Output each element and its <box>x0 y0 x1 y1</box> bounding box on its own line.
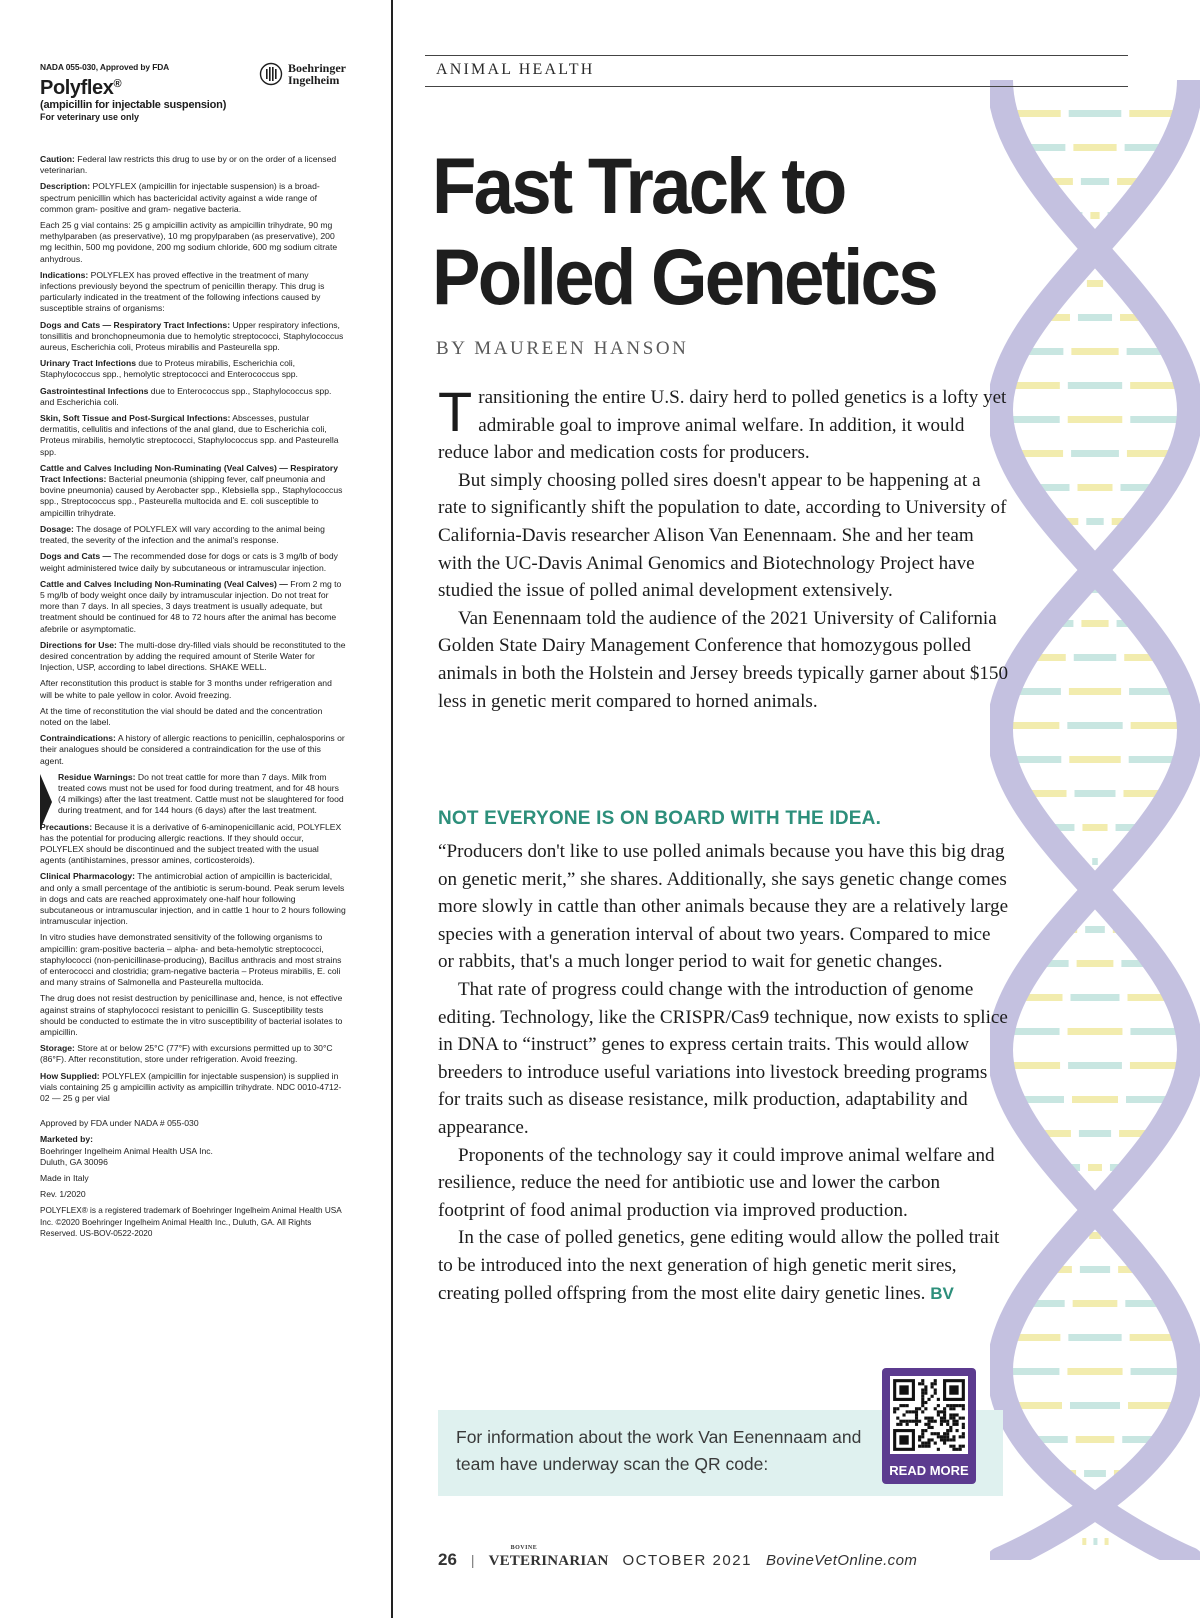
vet-use-note: For veterinary use only <box>40 112 140 123</box>
dna-rung <box>1072 1096 1118 1103</box>
label-section-text: The dosage of POLYFLEX will vary according to the animal being treated, the severity of the infection and the animal's response. <box>40 523 325 546</box>
dna-rung <box>1068 1062 1122 1069</box>
nada-approval: NADA 055-030, Approved by FDA <box>40 62 170 72</box>
label-section-text: From 2 mg to 5 mg/lb of body weight once daily by intramuscular injection. Do not treat for more than 7 days. In all species, 3 days treatment is usually adequate, but treatment should be continued for 48 to 72 hours after the animal has become afebrile or asymptomatic. <box>40 578 342 634</box>
dna-rung <box>1067 1368 1122 1375</box>
revision: Rev. 1/2020 <box>40 1189 86 1200</box>
label-section <box>40 822 346 867</box>
label-section <box>40 154 346 176</box>
label-section-text: POLYFLEX (ampicillin for injectable suspension) is supplied in vials containing 25 g ampicillin activity as ampicillin trihydrate. NDC 0010-4712-02 — 25 g per vial <box>40 1070 342 1104</box>
label-section-text: After reconstitution this product is stable for 3 months under refrigeration and will be white to pale yellow in color. Avoid freezing. <box>40 678 332 700</box>
label-section-head: Precautions: <box>40 821 93 832</box>
label-section <box>40 220 346 265</box>
paragraph-4: “Producers don't like to use polled animals because you have this big drag on genetic merit,” she shares. Additionally, she says genetic change comes more slowly in cattle than other animals because they are a relatively large species with a generation interval of about two years. Compared to mice or rabbits, that's a much longer period to wait for genetic changes. <box>438 841 1009 973</box>
article-body-part-1 <box>438 380 1010 715</box>
residue-head: Residue Warnings: <box>58 771 136 782</box>
dna-rung <box>1086 518 1103 525</box>
dna-rung <box>1084 1470 1106 1477</box>
dna-rung <box>1068 416 1123 423</box>
label-section-head: Cattle and Calves Including Non-Ruminating (Veal Calves) — <box>40 578 288 589</box>
label-section-head: Directions for Use: <box>40 639 117 650</box>
label-section-text: At the time of reconstitution the vial should be dated and the concentration noted on the label. <box>40 705 323 727</box>
label-section-text: due to Enterococcus spp., Staphylococcus spp. and Escherichia coli. <box>40 385 332 407</box>
label-section-text: The recommended dose for dogs or cats is 3 mg/lb of body weight administered twice daily by subcutaneous or intramuscular injection. <box>40 551 338 573</box>
read-more-label: READ MORE <box>889 1463 969 1478</box>
paragraph-6: Proponents of the technology say it could improve animal welfare and resilience, reduce the need for antibiotic use and lower the carbon footprint of food animal production via improved production. <box>438 1144 995 1221</box>
label-section-head: Caution: <box>40 154 75 164</box>
label-section-text: Federal law restricts this drug to use by or on the order of a licensed veterinarian. <box>40 154 337 176</box>
label-footer <box>40 1118 346 1239</box>
dna-rung <box>1071 348 1118 355</box>
label-section <box>40 1043 346 1065</box>
end-mark: BV <box>930 1283 954 1303</box>
dna-rung <box>1082 1538 1086 1545</box>
label-section-head: Contraindications: <box>40 733 116 744</box>
dna-rung <box>1081 620 1108 627</box>
dna-rung <box>1069 110 1122 117</box>
label-section <box>40 386 346 408</box>
paragraph-1-text: ransitioning the entire U.S. dairy herd to polled genetics is a lofty yet admirable goal to improve animal welfare. In addition, it would reduce labor and medication costs for producers. <box>438 387 1007 464</box>
website: BovineVetOnline.com <box>765 1552 918 1569</box>
label-section-text: The multi-dose dry-filled vials should be reconstituted to the desired concentration by adding the required amount of Sterile Water for Injection, USP, according to label directions. SHAKE WELL. <box>40 639 346 673</box>
label-section-text: Upper respiratory infections, tonsillitis and bronchopneumonia due to hemolytic streptococci, Staphylococcus aureus, Escherichia coli, Proteus mirabilis and Pasteurella spp. <box>40 319 344 353</box>
label-section <box>40 270 346 315</box>
dna-rung <box>1077 960 1114 967</box>
dna-rung <box>1085 926 1105 933</box>
dna-rung <box>1068 382 1122 389</box>
dna-rung <box>1068 1028 1123 1035</box>
boehringer-logo <box>259 62 346 86</box>
paragraph-5: That rate of progress could change with the introduction of genome editing. Technology, like the CRISPR/Cas9 technique, now exists to splice in DNA to “instruct” genes to express certain traits. This would allow breeders to introduce useful variations into livestock breeding programs for traits such as disease resistance, milk production, adaptability and appearance. <box>438 978 1008 1138</box>
registered-mark: ® <box>113 78 122 91</box>
column-divider <box>391 0 393 1618</box>
magazine-logo <box>488 1545 609 1570</box>
label-section-text: POLYFLEX (ampicillin for injectable suspension) is a broad-spectrum penicillin which has bactericidal activity against a wide range of common gram- positive and gram- negative bacteria. <box>40 181 320 214</box>
dna-rung <box>1070 1402 1120 1409</box>
boehringer-wordmark <box>288 62 346 86</box>
label-section <box>40 320 346 354</box>
magazine-logo-small: BOVINE <box>510 1545 538 1551</box>
paragraph-3: Van Eenennaam told the audience of the 2021 University of California Golden State Dairy Management Conference that homozygous polled animals in both the Holstein and Jersey breeds typically garner about $150 less in genetic merit compared to horned animals. <box>438 607 1009 712</box>
magazine-logo-name: VETERINARIAN <box>488 1553 609 1569</box>
marketed-head: Marketed by: <box>40 1134 94 1145</box>
label-section <box>40 871 346 927</box>
label-section-text: Store at or below 25°C (77°F) with excursions permitted up to 30°C (86°F). After reconstitution, store under refrigeration. Avoid freezing. <box>40 1043 333 1065</box>
label-section-text: In vitro studies have demonstrated sensitivity of the following organisms to ampicillin: gram-positive bacteria – alpha- and beta-hemolytic streptococci, staphylococci (non-penicillinase-producing), Bacillus anthracis and most strains of enterococci and clostridia; gram-negative bacteria – Proteus mirabilis, E. coli and many strains of Salmonella and Pasteurella multocida. <box>40 932 342 988</box>
dna-rung <box>1069 756 1120 763</box>
label-section-head: Storage: <box>40 1043 75 1054</box>
paragraph-1 <box>438 380 1010 467</box>
label-section <box>40 579 346 635</box>
label-section <box>40 463 346 519</box>
product-subtitle: (ampicillin for injectable suspension) <box>40 99 227 112</box>
trademark-notice: POLYFLEX® is a registered trademark of Boehringer Ingelheim Animal Health USA Inc. ©2020 Boehringer Ingelheim Animal Health Inc., Duluth, GA. All Rights Reserved. US-BOV-0522-2020 <box>40 1206 342 1238</box>
dna-rung <box>1092 858 1098 865</box>
drop-cap: T <box>438 380 473 443</box>
dna-rung <box>1071 994 1120 1001</box>
page-number: 26 <box>438 1550 457 1569</box>
dna-rung <box>1080 1266 1110 1273</box>
dna-rung <box>1076 1436 1115 1443</box>
label-section-text: The drug does not resist destruction by penicillinase and, hence, is not effective against strains of staphylococci resistant to penicillin G. Susceptibility tests should be conducted to estimate the in vitro susceptibility of bacterial isolates to ampicillin. <box>40 993 343 1038</box>
label-section-head: Clinical Pharmacology: <box>40 871 136 882</box>
label-section-text: due to Proteus mirabilis, Escherichia coli, Staphylococcus spp., hemolytic streptococci and Enterococcus spp. <box>40 358 298 380</box>
label-section-text: POLYFLEX has proved effective in the treatment of many infections previously beyond the spectrum of penicillin therapy. This drug is particularly indicated in the treatment of the following infections caused by susceptible strains of organisms: <box>40 269 325 314</box>
fda-approval: Approved by FDA under NADA # 055-030 <box>40 1118 199 1129</box>
dna-rung <box>1067 722 1122 729</box>
label-section <box>40 358 346 380</box>
header-rule-top <box>425 55 1128 56</box>
label-section-head: Dogs and Cats — <box>40 551 112 562</box>
product-name-text: Polyflex <box>40 77 114 100</box>
headline-line-2: Polled Genetics <box>432 232 936 321</box>
dna-rung <box>1075 790 1116 797</box>
footer-separator: | <box>470 1552 475 1568</box>
dna-rung <box>1079 1130 1111 1137</box>
label-section-text: Bacterial pneumonia (shipping fever, calf pneumonia and bovine pneumonia) caused by Aerobacter spp., Klebsiella spp., Staphylococcus spp., Streptococcus spp., Pasteurella multocida and E. coli susceptible to ampicillin trihydrate. <box>40 474 343 518</box>
label-sections-2 <box>40 822 346 1105</box>
label-section-head: Indications: <box>40 269 89 280</box>
dna-rung <box>1069 688 1121 695</box>
marketed-city: Duluth, GA 30096 <box>40 1156 108 1167</box>
label-section <box>40 181 346 215</box>
label-section-head: How Supplied: <box>40 1070 100 1081</box>
qr-code-icon[interactable] <box>890 1376 968 1454</box>
label-section <box>40 932 346 988</box>
label-section-text: Abscesses, pustular dermatitis, cellulitis and infections of the anal gland, due to Escherichia coli, Proteus mirabilis, hemolytic streptococci, Staphylococcus spp. and Pasteurella spp. <box>40 413 339 457</box>
dna-rung <box>1071 450 1119 457</box>
label-section-head: Urinary Tract Infections <box>40 358 136 369</box>
dna-rung <box>1082 824 1107 831</box>
label-sections <box>40 154 346 767</box>
qr-info-text: For information about the work Van Eenennaam and team have underway scan the QR code: <box>456 1427 862 1474</box>
dna-rung <box>1081 178 1109 185</box>
marketed-by <box>40 1134 346 1168</box>
boehringer-mark-icon <box>259 62 283 86</box>
dna-rung <box>1087 280 1103 287</box>
dna-rung <box>1090 212 1099 219</box>
dna-rung <box>1073 144 1116 151</box>
paragraph-7 <box>438 1224 1010 1307</box>
issue-date: OCTOBER 2021 <box>622 1552 752 1569</box>
drug-label-column <box>40 62 346 1244</box>
byline: BY MAUREEN HANSON <box>436 338 689 359</box>
page-footer <box>438 1545 918 1574</box>
label-section-text: The antimicrobial action of ampicillin is bactericidal, and only a small percentage of the antibiotic is serum-bound. Peak serum levels in dogs and cats are reached approximately one-half hour following subcutaneous or intramuscular injection, and in cattle 1 hour to 2 hours following intramuscular injection. <box>40 871 346 927</box>
headline-line-1: Fast Track to <box>432 141 845 230</box>
label-section <box>40 551 346 573</box>
section-label: ANIMAL HEALTH <box>436 61 595 78</box>
label-section <box>40 706 346 728</box>
article-subhead: NOT EVERYONE IS ON BOARD WITH THE IDEA. <box>438 808 882 829</box>
label-section-head: Skin, Soft Tissue and Post-Surgical Infections: <box>40 413 231 424</box>
residue-warning <box>40 772 346 817</box>
logo-line-2: Ingelheim <box>288 73 340 87</box>
label-section <box>40 1071 346 1105</box>
label-section <box>40 413 346 458</box>
dna-helix-illustration <box>990 80 1200 1560</box>
drug-label-header <box>40 62 346 154</box>
qr-read-more-card[interactable] <box>882 1368 976 1484</box>
paragraph-2: But simply choosing polled sires doesn't appear to be happening at a rate to significantly shift the population to date, according to University of California-Davis researcher Alison Van Eenennaam. She and her team with the UC-Davis Animal Genomics and Biotechnology Project have studied the issue of polled animal development extensively. <box>438 469 1007 602</box>
label-section-text: A history of allergic reactions to penicillin, cephalosporins or their analogues should be considered a contraindication for the use of this agent. <box>40 733 345 766</box>
label-section-text: Each 25 g vial contains: 25 g ampicillin activity as ampicillin trihydrate, 90 mg methylparaben (as preservative), 10 mg propylparaben (as preservative), 200 mg lecithin, 500 mg povidone, 200 mg sodium chloride, 600 mg sodium citrate anhydrous. <box>40 220 338 264</box>
label-section-text: Because it is a derivative of 6-aminopenicillanic acid, POLYFLEX has the potential for producing allergic reactions. If they should occur, POLYFLEX should be discontinued and the subject treated with the usual agents (antihistamines, pressor amines, corticosteroids). <box>40 821 342 866</box>
logo-line-1: Boehringer <box>288 61 346 75</box>
paragraph-7-text: In the case of polled genetics, gene editing would allow the polled trait to be introduced into the next generation of high genetic merit sires, creating polled offspring from the most elite dairy genetic lines. <box>438 1227 1000 1304</box>
residue-text: Do not treat cattle for more than 7 days. Milk from treated cows must not be used for food during treatment, and for 48 hours (4 milkings) after the last treatment. Cattle must not be slaughtered for food during treatment, and for 144 hours (6 days) after the last treatment. <box>58 771 344 816</box>
dna-rung <box>1078 314 1112 321</box>
label-section <box>40 640 346 674</box>
header-rule-bottom <box>425 86 1128 87</box>
dna-rung <box>1073 1300 1118 1307</box>
label-section <box>40 524 346 546</box>
dna-rung <box>1068 1334 1121 1341</box>
warning-triangle-icon <box>40 774 52 830</box>
dna-rung <box>1078 484 1113 491</box>
dna-rung <box>1093 1538 1097 1545</box>
label-section <box>40 678 346 700</box>
label-section-head: Description: <box>40 181 91 192</box>
label-section-head: Cattle and Calves Including Non-Ruminating (Veal Calves) — Respiratory Tract Infections: <box>40 462 338 485</box>
label-section-head: Gastrointestinal Infections <box>40 385 149 396</box>
marketed-company: Boehringer Ingelheim Animal Health USA Inc. <box>40 1145 213 1156</box>
dna-rung <box>1105 1538 1109 1545</box>
label-section-head: Dogs and Cats — Respiratory Tract Infections: <box>40 319 231 330</box>
article-body-part-2 <box>438 838 1010 1307</box>
dna-rung <box>1088 1164 1102 1171</box>
made-in: Made in Italy <box>40 1173 89 1184</box>
article-headline <box>432 140 1021 322</box>
dna-rung <box>1074 654 1116 661</box>
label-section <box>40 733 346 767</box>
label-section-head: Dosage: <box>40 523 74 534</box>
label-section <box>40 993 346 1038</box>
